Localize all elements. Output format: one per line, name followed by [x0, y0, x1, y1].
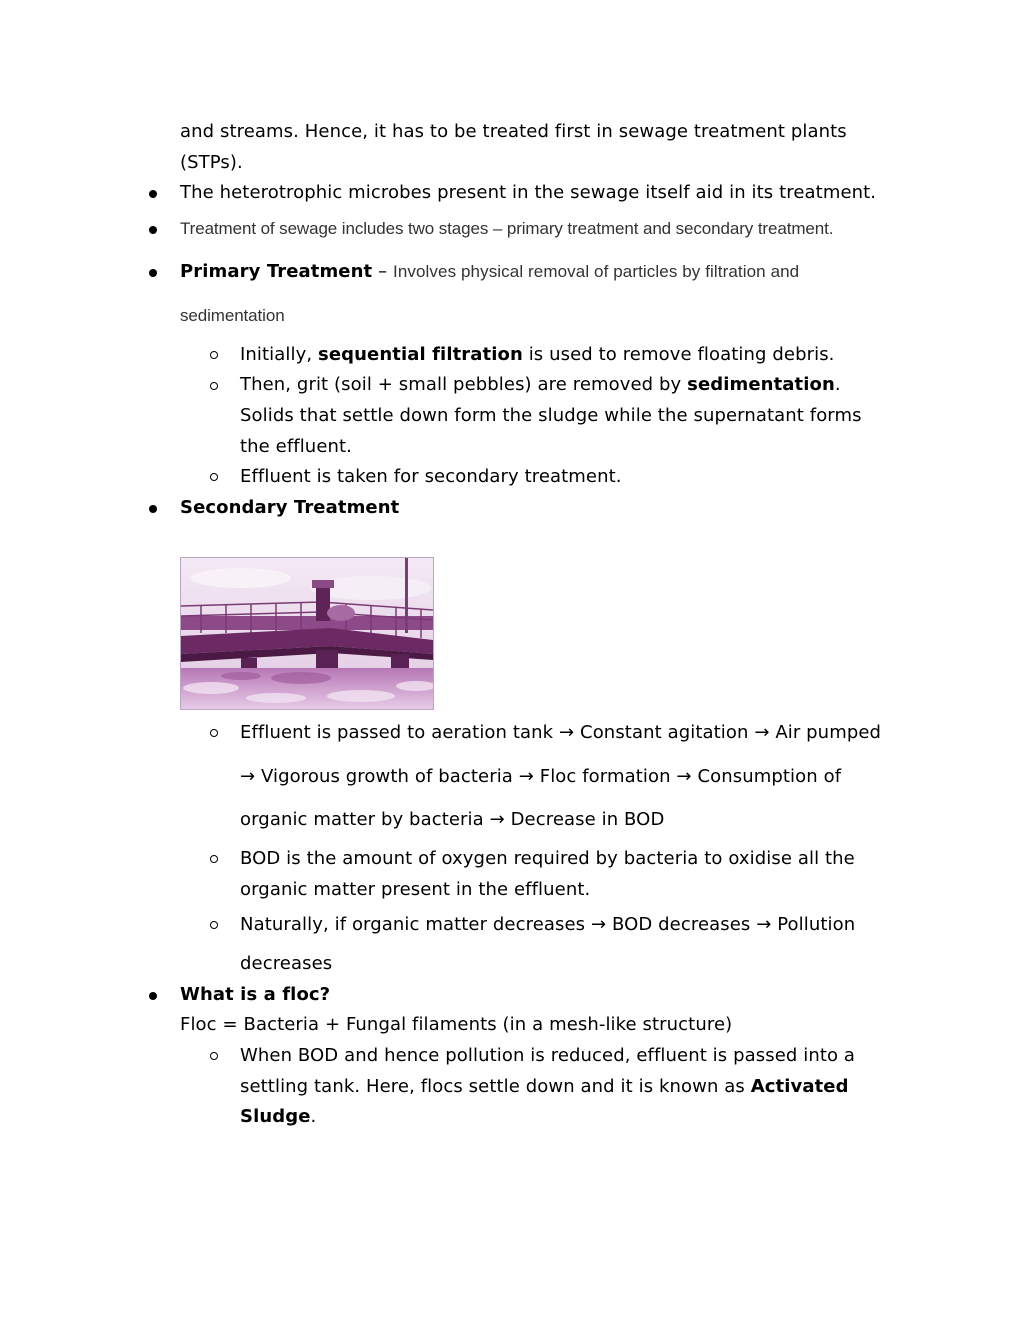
primary-sub-item-1	[240, 343, 835, 367]
aeration-tank-photo	[180, 557, 434, 710]
secondary-sub-item-2-line-1: BOD is the amount of oxygen required by bacteria to oxidise all the	[240, 848, 855, 869]
secondary-sub-item-2-line-2: organic matter present in the effluent.	[240, 879, 591, 900]
intro-line-1: and streams. Hence, it has to be treated first in sewage treatment plants	[180, 121, 847, 142]
bullet-dot	[149, 269, 157, 277]
sedimentation-term: sedimentation	[687, 374, 835, 395]
primary-treatment-line	[180, 260, 799, 284]
primary-sub-item-2-pre: Then, grit (soil + small pebbles) are removed by	[240, 374, 688, 395]
primary-treatment-title: Primary Treatment	[180, 261, 373, 282]
intro-line-2: (STPs).	[180, 152, 243, 173]
primary-sub-item-2	[240, 373, 841, 397]
floc-sub-line-1: When BOD and hence pollution is reduced, effluent is passed into a	[240, 1045, 856, 1066]
floc-sub-line-2	[240, 1075, 849, 1099]
primary-sub-item-2-post: .	[834, 374, 841, 395]
floc-question	[180, 983, 330, 1007]
sludge-term: Sludge	[240, 1106, 311, 1127]
primary-sub-item-1-pre: Initially,	[240, 344, 319, 365]
sequential-filtration-term: sequential filtration	[318, 344, 523, 365]
bullet-dot	[149, 992, 157, 1000]
bullet-dot	[149, 226, 157, 234]
activated-term: Activated	[750, 1076, 849, 1097]
secondary-sub-item-3-line-1: Naturally, if organic matter decreases → BOD decreases → Pollution	[240, 914, 856, 935]
floc-sub-line-2-pre: settling tank. Here, flocs settle down and it is known as	[240, 1076, 751, 1097]
floc-question-text: What is a floc?	[180, 984, 331, 1005]
secondary-sub-item-1-line-2: → Vigorous growth of bacteria → Floc formation → Consumption of	[240, 766, 842, 787]
secondary-sub-item-1-line-3: organic matter by bacteria → Decrease in BOD	[240, 809, 665, 830]
sub-bullet-circle	[210, 729, 218, 737]
secondary-sub-item-3-line-2: decreases	[240, 953, 333, 974]
primary-treatment-desc: Involves physical removal of particles by filtration and	[393, 262, 800, 281]
sub-bullet-circle	[210, 855, 218, 863]
primary-sub-item-1-post: is used to remove floating debris.	[522, 344, 835, 365]
primary-treatment-dash: –	[372, 261, 393, 282]
sub-bullet-circle	[210, 351, 218, 359]
sub-bullet-circle	[210, 921, 218, 929]
sub-bullet-circle	[210, 382, 218, 390]
heterotrophic-text: The heterotrophic microbes present in the sewage itself aid in its treatment.	[180, 182, 877, 203]
floc-definition: Floc = Bacteria + Fungal filaments (in a mesh-like structure)	[180, 1014, 733, 1035]
sub-bullet-circle	[210, 1052, 218, 1060]
secondary-sub-item-1-line-1: Effluent is passed to aeration tank → Constant agitation → Air pumped	[240, 722, 882, 743]
primary-sub-item-3: Effluent is taken for secondary treatment.	[240, 466, 622, 487]
secondary-treatment-title	[180, 496, 399, 520]
bullet-dot	[149, 505, 157, 513]
aeration-tank-illustration	[181, 558, 433, 709]
floc-sub-line-3	[240, 1105, 316, 1129]
floc-sub-line-3-post: .	[310, 1106, 317, 1127]
stages-text: Treatment of sewage includes two stages – primary treatment and secondary treatment.	[180, 219, 834, 238]
primary-sub-item-2-line-3: the effluent.	[240, 436, 352, 457]
bullet-dot	[149, 190, 157, 198]
primary-treatment-desc-2: sedimentation	[180, 306, 285, 325]
secondary-treatment-title-text: Secondary Treatment	[180, 497, 400, 518]
primary-sub-item-2-line-2: Solids that settle down form the sludge while the supernatant forms	[240, 405, 862, 426]
sub-bullet-circle	[210, 473, 218, 481]
